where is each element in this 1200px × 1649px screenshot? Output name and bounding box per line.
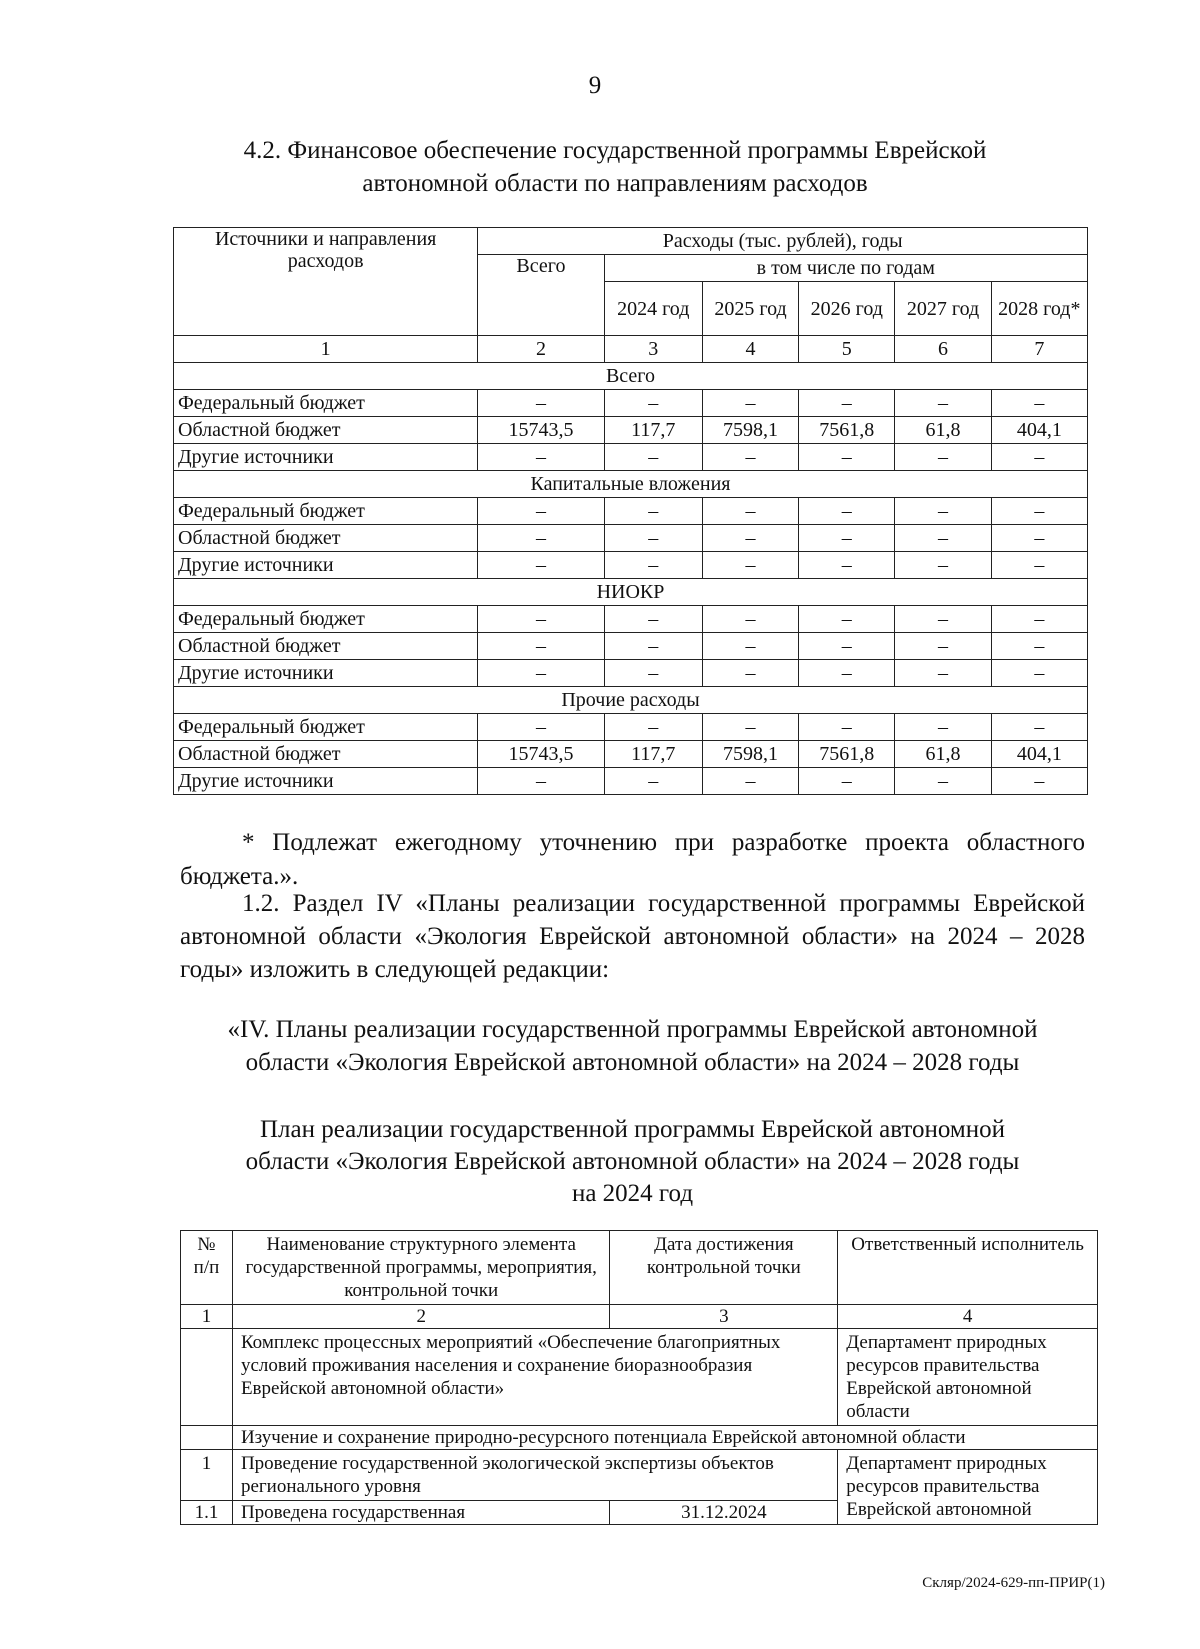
cell-value: 7561,8 [799,741,895,768]
table-row [174,390,1088,417]
cell-value: – [799,714,895,741]
cell-value: – [799,633,895,660]
section-title: Прочие расходы [174,687,1088,714]
cell-value: – [478,633,604,660]
plan-header-row [181,1231,1098,1305]
cell-value: – [895,660,991,687]
section-title: Капитальные вложения [174,471,1088,498]
cell-value: – [702,633,798,660]
section-iv-title-line2: области «Экология Еврейской автономной области» на 2024 – 2028 годы [245,1049,1020,1076]
cell-value: – [991,390,1087,417]
col-number: 1 [174,336,478,363]
cell-value: – [991,525,1087,552]
cell-value: – [702,390,798,417]
table-row [174,660,1088,687]
cell-value: – [895,633,991,660]
plan-col-numbers [181,1305,1098,1329]
col-number: 1 [181,1305,233,1329]
page-number: 9 [588,72,602,99]
table-row [181,1329,1098,1426]
table-row [174,741,1088,768]
cell-value: – [799,498,895,525]
cell-value: – [702,768,798,795]
row-label: Федеральный бюджет [174,498,478,525]
row-name: Проведена государственная [232,1501,610,1525]
cell-value: 117,7 [604,417,702,444]
plan-title [180,1114,1085,1210]
cell-value: – [478,768,604,795]
table-row [174,525,1088,552]
cell-value: – [702,660,798,687]
document-code: Скляр/2024-629-пп-ПРИР(1) [922,1575,1105,1591]
row-label: Федеральный бюджет [174,714,478,741]
row-label: Областной бюджет [174,633,478,660]
cell-value: – [604,444,702,471]
cell-value: – [702,525,798,552]
cell-value: – [702,444,798,471]
col-number: 3 [610,1305,838,1329]
section-row [174,363,1088,390]
col-number: 3 [604,336,702,363]
header-year: 2024 год [604,282,702,336]
cell-value: – [991,660,1087,687]
cell-value: – [702,552,798,579]
row-label: Другие источники [174,768,478,795]
complex-number [181,1329,233,1426]
cell-value: – [799,768,895,795]
header-expenses: Расходы (тыс. рублей), годы [478,228,1088,255]
section-row [174,579,1088,606]
cell-value: – [991,444,1087,471]
cell-value: – [991,714,1087,741]
cell-value: – [478,444,604,471]
task-number [181,1426,233,1450]
cell-value: 15743,5 [478,741,604,768]
cell-value: – [702,606,798,633]
cell-value: 404,1 [991,741,1087,768]
section-iv-title-line1: «IV. Планы реализации государственной программы Еврейской автономной [227,1016,1038,1043]
cell-value: – [604,633,702,660]
cell-value: – [799,660,895,687]
cell-value: 15743,5 [478,417,604,444]
section-title: Всего [174,363,1088,390]
section-iv-title [180,1013,1085,1079]
table-row [174,633,1088,660]
header-number: № п/п [181,1231,233,1305]
table-row [174,498,1088,525]
cell-value: – [604,552,702,579]
cell-value: – [604,390,702,417]
cell-value: – [478,552,604,579]
table-row [174,444,1088,471]
plan-title-line2: области «Экология Еврейской автономной области» на 2024 – 2028 годы [245,1148,1020,1175]
header-source: Источники и направления расходов [174,228,478,336]
table-row [181,1426,1098,1450]
header-total: Всего [478,255,604,336]
cell-value: – [604,606,702,633]
table-row [174,714,1088,741]
cell-value: – [604,498,702,525]
header-year: 2027 год [895,282,991,336]
cell-value: – [895,390,991,417]
plan-title-line1: План реализации государственной программы Еврейской автономной [259,1116,1006,1143]
header-year: 2028 год* [991,282,1087,336]
cell-value: 117,7 [604,741,702,768]
cell-value: – [895,768,991,795]
cell-value: – [604,768,702,795]
header-year: 2026 год [799,282,895,336]
cell-value: – [895,606,991,633]
cell-value: – [702,498,798,525]
cell-value: – [991,633,1087,660]
row-label: Другие источники [174,444,478,471]
col-number: 2 [232,1305,610,1329]
cell-value: – [478,660,604,687]
row-name: Проведение государственной экологической экспертизы объектов регионального уровня [232,1450,837,1501]
row-number: 1 [181,1450,233,1501]
cell-value: – [604,660,702,687]
section-title: НИОКР [174,579,1088,606]
row-label: Областной бюджет [174,417,478,444]
row-label: Другие источники [174,660,478,687]
cell-value: 7598,1 [702,741,798,768]
header-name: Наименование структурного элемента государственной программы, мероприятия, контрольной точки [232,1231,610,1305]
section-row [174,687,1088,714]
cell-value: – [895,714,991,741]
table-row [181,1450,1098,1501]
cell-value: – [478,525,604,552]
cell-value: – [991,552,1087,579]
cell-value: 61,8 [895,741,991,768]
header-responsible: Ответственный исполнитель [838,1231,1098,1305]
section-title-line2: автономной области по направлениям расходов [362,170,868,197]
cell-value: – [604,525,702,552]
row-responsible: Департамент природных ресурсов правительства Еврейской автономной [838,1450,1098,1525]
table-row [174,552,1088,579]
col-number: 2 [478,336,604,363]
financing-table [173,227,1088,795]
cell-value: – [702,714,798,741]
table-row [174,768,1088,795]
cell-value: – [991,606,1087,633]
col-number: 4 [702,336,798,363]
cell-value: – [895,552,991,579]
cell-value: 7598,1 [702,417,798,444]
complex-responsible: Департамент природных ресурсов правительства Еврейской автономной области [838,1329,1098,1426]
fin-col-numbers [174,336,1088,363]
cell-value: – [799,525,895,552]
plan-title-line3: на 2024 год [571,1180,694,1207]
cell-value: – [991,768,1087,795]
cell-value: – [478,606,604,633]
section-title-line1: 4.2. Финансовое обеспечение государственной программы Еврейской [243,137,987,164]
col-number: 6 [895,336,991,363]
col-number: 5 [799,336,895,363]
row-label: Областной бюджет [174,741,478,768]
cell-value: – [895,525,991,552]
header-date: Дата достижения контрольной точки [610,1231,838,1305]
cell-value: 7561,8 [799,417,895,444]
section-title [180,134,1050,200]
row-label: Федеральный бюджет [174,606,478,633]
cell-value: – [478,390,604,417]
cell-value: – [991,498,1087,525]
cell-value: – [604,714,702,741]
table-row [174,606,1088,633]
cell-value: – [799,444,895,471]
plan-table [180,1230,1098,1525]
cell-value: – [478,498,604,525]
cell-value: – [895,444,991,471]
table-row [174,417,1088,444]
col-number: 7 [991,336,1087,363]
amendment-paragraph: 1.2. Раздел IV «Планы реализации государственной программы Еврейской автономной области «Экология Еврейской автономной области» на 2024 – 2028 годы» изложить в следующей редакции: [180,890,1085,983]
col-number: 4 [838,1305,1098,1329]
cell-value: 61,8 [895,417,991,444]
cell-value: – [799,606,895,633]
footnote: * Подлежат ежегодному уточнению при разработке проекта областного бюджета.». [180,829,1085,890]
section-row [174,471,1088,498]
row-number: 1.1 [181,1501,233,1525]
complex-name: Комплекс процессных мероприятий «Обеспечение благоприятных условий проживания населения и сохранение биоразнообразия Еврейской автономной области» [232,1329,837,1426]
cell-value: – [799,552,895,579]
task-title: Изучение и сохранение природно-ресурсного потенциала Еврейской автономной области [232,1426,1097,1450]
row-label: Другие источники [174,552,478,579]
cell-value: – [799,390,895,417]
row-date: 31.12.2024 [610,1501,838,1525]
cell-value: – [895,498,991,525]
cell-value: 404,1 [991,417,1087,444]
row-label: Федеральный бюджет [174,390,478,417]
header-year: 2025 год [702,282,798,336]
cell-value: – [478,714,604,741]
header-including: в том числе по годам [604,255,1087,282]
fin-header-row [174,228,1088,255]
row-label: Областной бюджет [174,525,478,552]
